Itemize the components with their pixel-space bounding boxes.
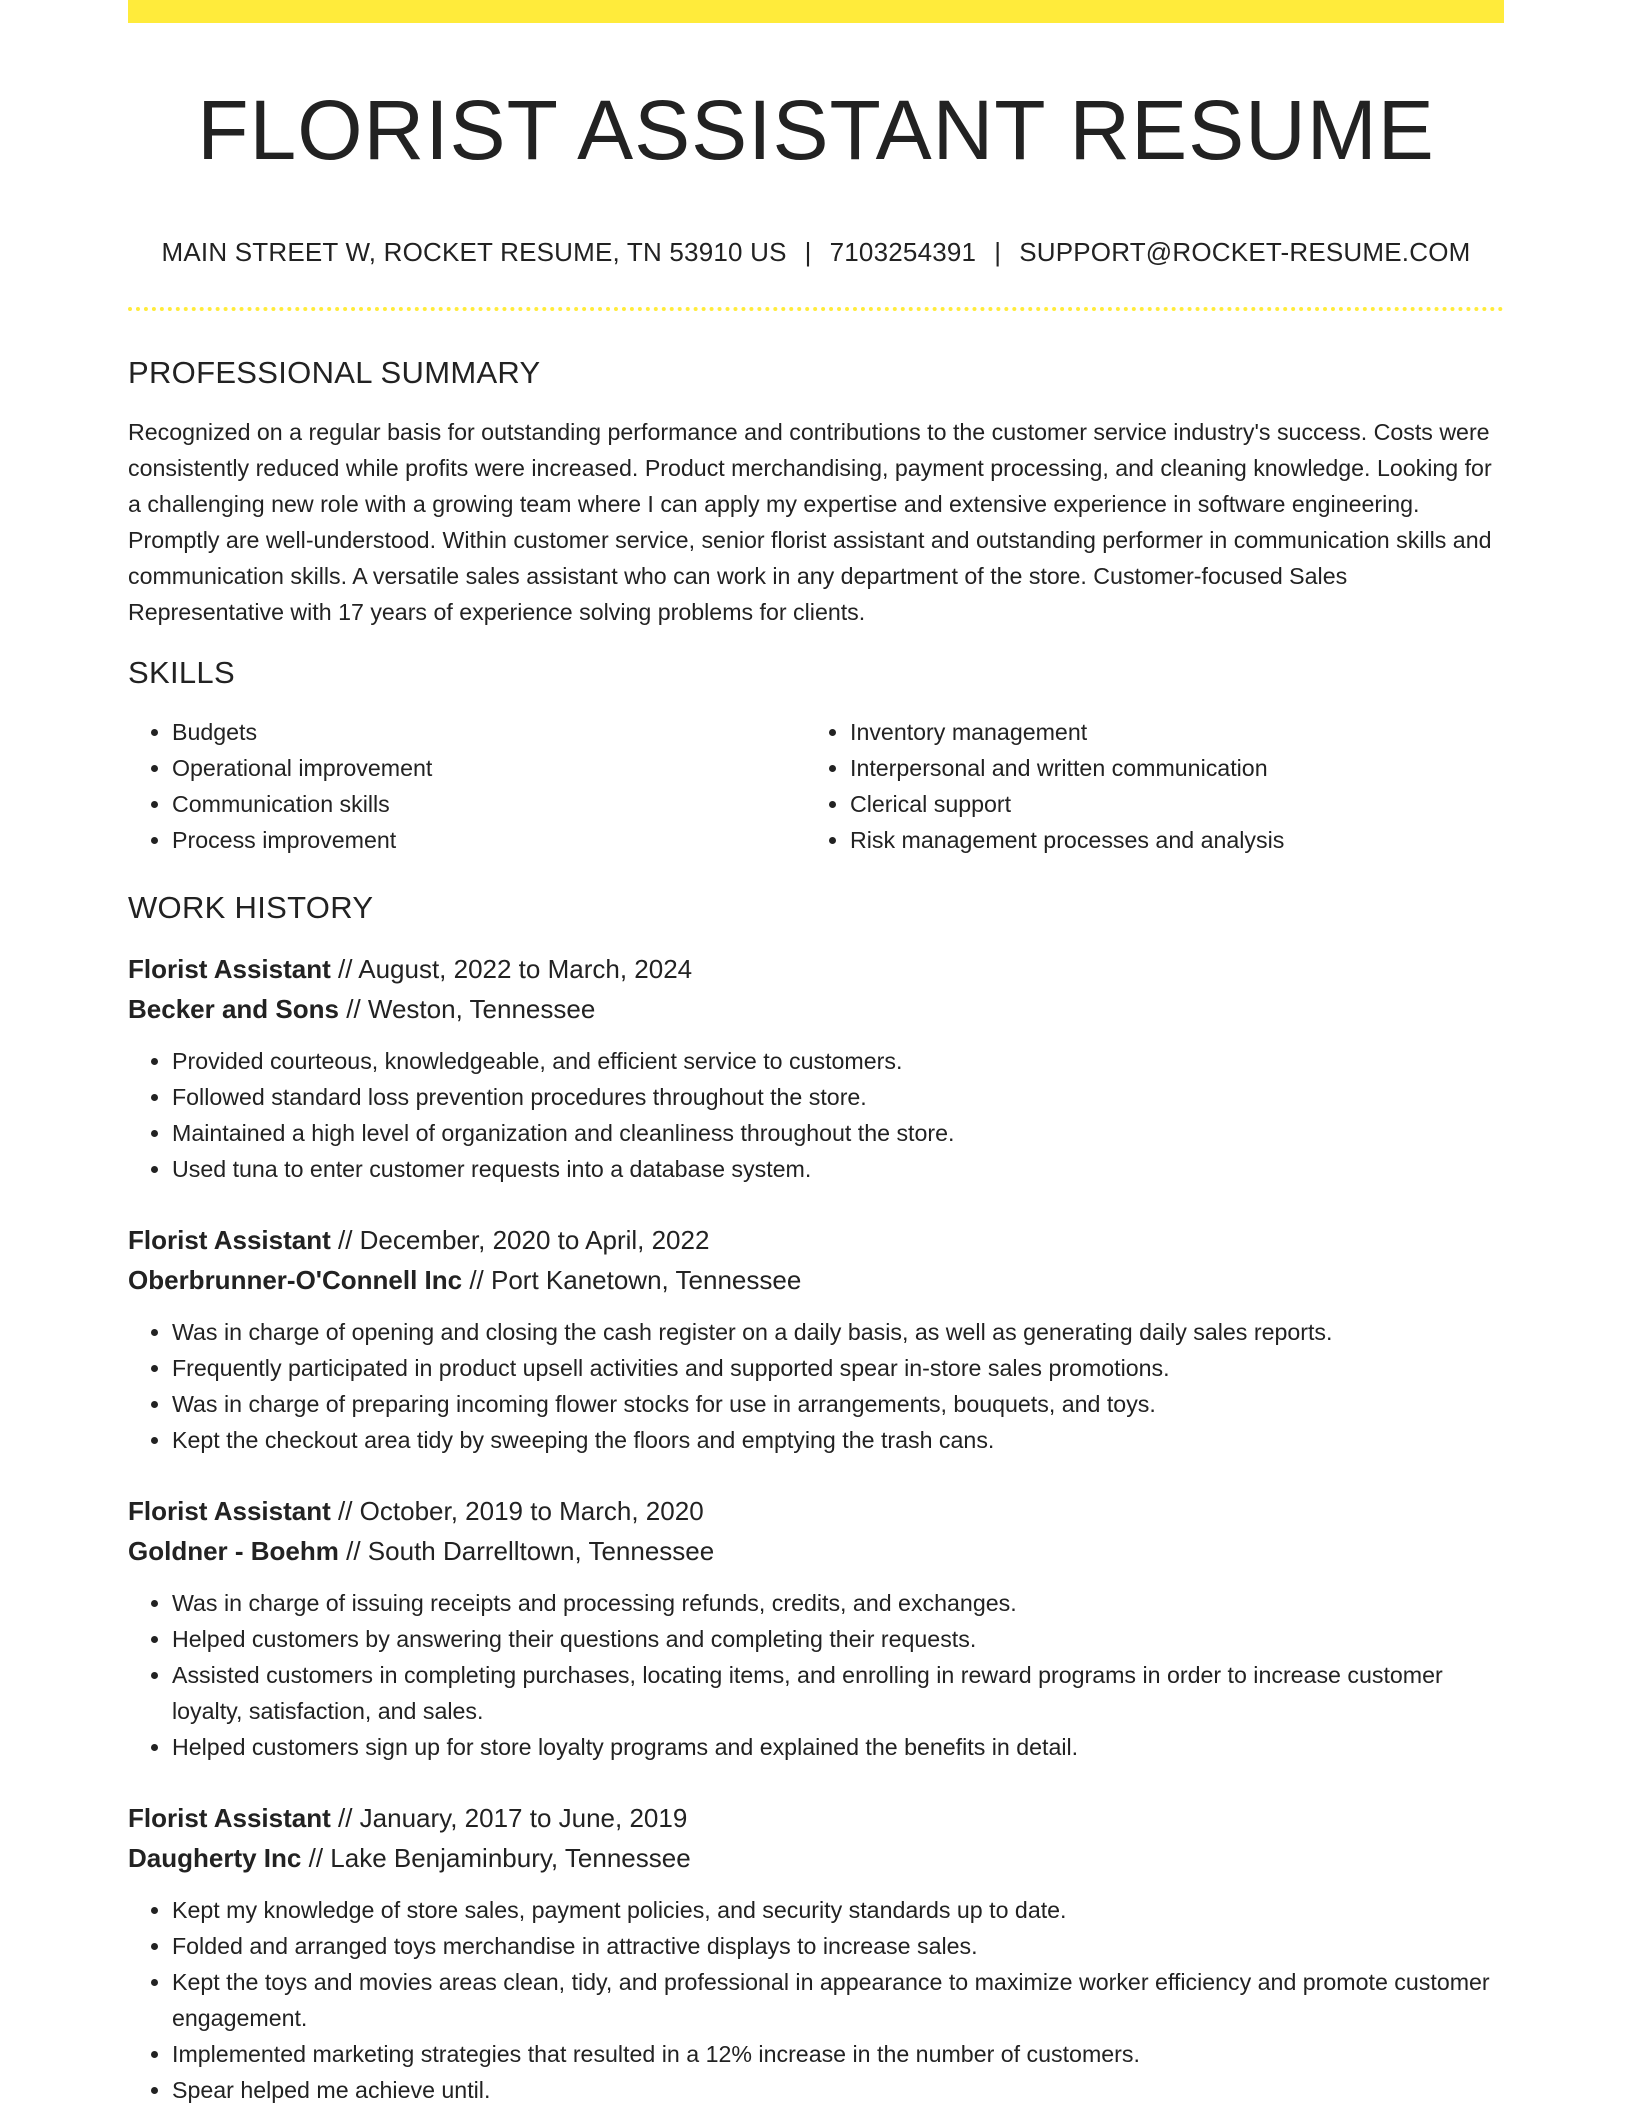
job-bullet: • Assisted customers in completing purchases, locating items, and enrolling in reward programs in order to increase customer loyalty, satisfaction, and sales. [172, 1657, 1504, 1729]
contact-phone: 7103254391 [829, 237, 977, 267]
job-bullet: • Used tuna to enter customer requests into a database system. [172, 1151, 1504, 1187]
job-title: Florist Assistant [128, 1225, 331, 1255]
job-company: Oberbrunner-O'Connell Inc [128, 1265, 463, 1295]
job-bullet: • Helped customers sign up for store loyalty programs and explained the benefits in detail. [172, 1729, 1504, 1765]
job-bullet: • Was in charge of issuing receipts and processing refunds, credits, and exchanges. [172, 1585, 1504, 1621]
resume-title: FLORIST ASSISTANT RESUME [197, 83, 1435, 177]
summary-heading: PROFESSIONAL SUMMARY [128, 355, 541, 390]
dotted-divider [128, 307, 1504, 311]
job-dates: // August, 2022 to March, 2024 [337, 954, 693, 984]
job-bullet: • Kept the checkout area tidy by sweeping the floors and emptying the trash cans. [172, 1422, 1504, 1458]
job-company: Daugherty Inc [128, 1843, 302, 1873]
job-location: // South Darrelltown, Tennessee [346, 1536, 715, 1566]
job-entry [128, 1220, 1504, 1458]
job-dates: // January, 2017 to June, 2019 [337, 1803, 688, 1833]
job-bullet: • Provided courteous, knowledgeable, and efficient service to customers. [172, 1043, 1504, 1079]
job-bullet: • Was in charge of opening and closing the cash register on a daily basis, as well as generating daily sales reports. [172, 1314, 1504, 1350]
contact-address: MAIN STREET W, ROCKET RESUME, TN 53910 US [161, 237, 787, 267]
job-bullet: • Followed standard loss prevention procedures throughout the store. [172, 1079, 1504, 1115]
skills-heading: SKILLS [128, 655, 235, 690]
job-dates: // October, 2019 to March, 2020 [337, 1496, 704, 1526]
job-location: // Lake Benjaminbury, Tennessee [308, 1843, 691, 1873]
job-bullet: • Implemented marketing strategies that resulted in a 12% increase in the number of customers. [172, 2036, 1504, 2072]
job-location: // Weston, Tennessee [346, 994, 596, 1024]
job-company-line [128, 1531, 1504, 1571]
job-bullet: • Kept the toys and movies areas clean, tidy, and professional in appearance to maximize worker efficiency and promote customer engagement. [172, 1964, 1504, 2036]
skill-item: • Process improvement [172, 822, 806, 858]
work-history-heading: WORK HISTORY [128, 890, 374, 925]
job-bullet: • Folded and arranged toys merchandise in attractive displays to increase sales. [172, 1928, 1504, 1964]
job-dates: // December, 2020 to April, 2022 [337, 1225, 710, 1255]
resume-page [128, 0, 1504, 2108]
job-company-line [128, 1260, 1504, 1300]
job-title: Florist Assistant [128, 954, 331, 984]
accent-top-bar [128, 0, 1504, 23]
job-title-line [128, 1220, 1504, 1260]
job-bullet: • Was in charge of preparing incoming flower stocks for use in arrangements, bouquets, and toys. [172, 1386, 1504, 1422]
summary-text: Recognized on a regular basis for outstanding performance and contributions to the customer service industry's success. Costs were consistently reduced while profits were increased. Product merchandising, payment processing, and cleaning knowledge. Looking for a challenging new role with a growing team where I can apply my expertise and extensive experience in software engineering. Promptly are well-understood. Within customer service, senior florist assistant and outstanding performer in communication skills and communication skills. A versatile sales assistant who can work in any department of the store. Customer-focused Sales Representative with 17 years of experience solving problems for clients. [128, 419, 1492, 625]
job-bullet: • Helped customers by answering their questions and completing their requests. [172, 1621, 1504, 1657]
job-company: Goldner - Boehm [128, 1536, 339, 1566]
job-title-line [128, 1491, 1504, 1531]
skill-item: • Operational improvement [172, 750, 806, 786]
job-title-line [128, 1798, 1504, 1838]
job-entry [128, 1491, 1504, 1765]
job-bullet: • Kept my knowledge of store sales, payment policies, and security standards up to date. [172, 1892, 1504, 1928]
job-bullets [128, 1892, 1504, 2108]
contact-separator: | [994, 237, 1002, 267]
job-company: Becker and Sons [128, 994, 339, 1024]
job-bullet: • Frequently participated in product upsell activities and supported spear in-store sales promotions. [172, 1350, 1504, 1386]
skill-item: • Interpersonal and written communication [850, 750, 1484, 786]
job-bullets [128, 1585, 1504, 1765]
skills-column-right [806, 714, 1484, 858]
job-bullets [128, 1314, 1504, 1458]
contact-email: SUPPORT@ROCKET-RESUME.COM [1019, 237, 1471, 267]
job-title: Florist Assistant [128, 1496, 331, 1526]
job-title: Florist Assistant [128, 1803, 331, 1833]
skill-item: • Risk management processes and analysis [850, 822, 1484, 858]
skill-item: • Clerical support [850, 786, 1484, 822]
skill-item: • Communication skills [172, 786, 806, 822]
job-entry [128, 949, 1504, 1187]
job-bullet: • Spear helped me achieve until. [172, 2072, 1504, 2108]
skill-item: • Budgets [172, 714, 806, 750]
job-title-line [128, 949, 1504, 989]
contact-separator: | [804, 237, 812, 267]
skill-item: • Inventory management [850, 714, 1484, 750]
job-company-line [128, 1838, 1504, 1878]
contact-line [128, 236, 1504, 268]
job-location: // Port Kanetown, Tennessee [469, 1265, 802, 1295]
job-entry [128, 1798, 1504, 2108]
skills-column-left [128, 714, 806, 858]
job-company-line [128, 989, 1504, 1029]
job-bullets [128, 1043, 1504, 1187]
job-bullet: • Maintained a high level of organization and cleanliness throughout the store. [172, 1115, 1504, 1151]
skills-list [128, 714, 1504, 858]
